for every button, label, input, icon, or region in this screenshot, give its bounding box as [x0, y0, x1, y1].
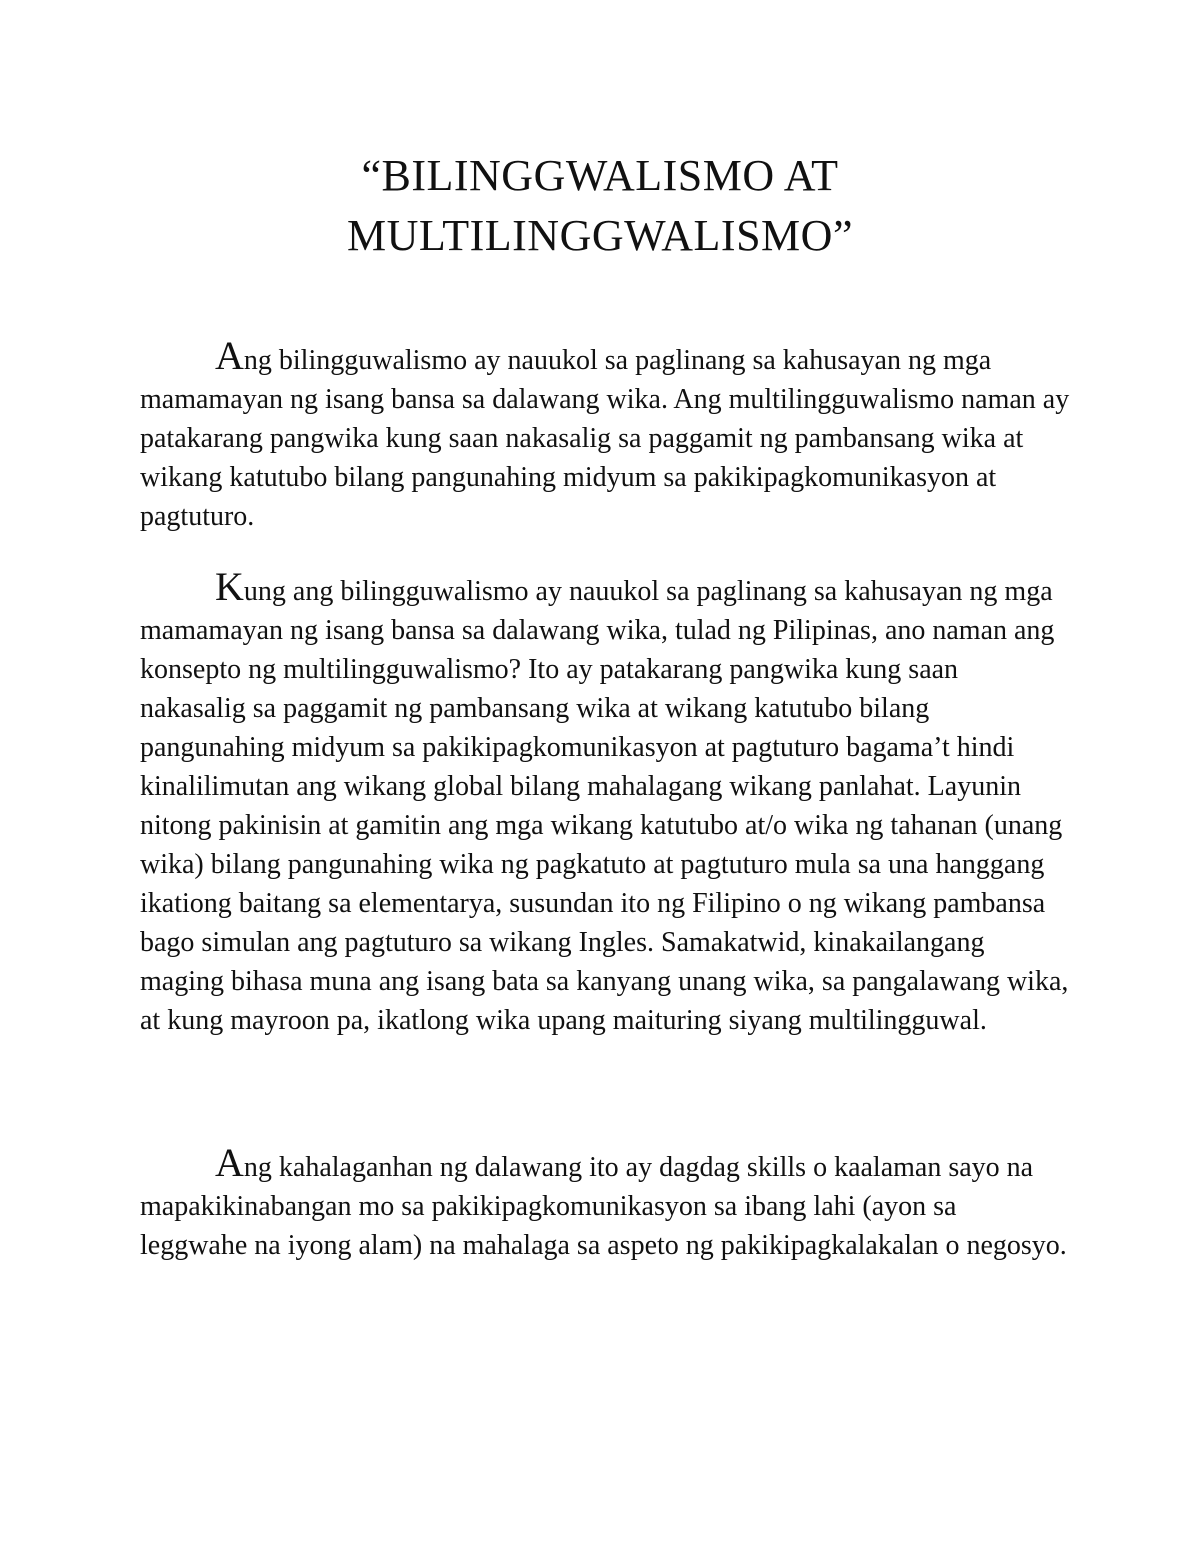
title-line-2: MULTILINGGWALISMO” — [347, 211, 853, 260]
title-line-1: “BILINGGWALISMO AT — [361, 151, 839, 200]
paragraph-1 — [140, 333, 1070, 536]
paragraph-3-text: ng kahalaganhan ng dalawang ito ay dagdag skills o kaalaman sayo na mapakikinabangan mo sa pakikipagkomunikasyon sa ibang lahi (ayon sa leggwahe na iyong alam) na mahalaga sa aspeto ng pakikipagkalakalan o negosyo. — [140, 1152, 1067, 1261]
paragraph-1-text: ng bilingguwalismo ay nauukol sa paglinang sa kahusayan ng mga mamamayan ng isang bansa sa dalawang wika. Ang multilingguwalismo naman ay patakarang pangwika kung saan nakasalig sa paggamit ng pambansang wika at wikang katutubo bilang pangunahing midyum sa pakikipagkomunikasyon at pagtuturo. — [140, 345, 1070, 532]
paragraph-3 — [140, 1140, 1070, 1265]
paragraph-3-initial: A — [215, 1140, 244, 1185]
paragraph-1-initial: A — [215, 333, 244, 378]
paragraph-2 — [140, 564, 1070, 1040]
document-title — [0, 146, 1200, 266]
paragraph-2-initial: K — [215, 564, 244, 609]
paragraph-2-text: ung ang bilingguwalismo ay nauukol sa paglinang sa kahusayan ng mga mamamayan ng isang bansa sa dalawang wika, tulad ng Pilipinas, ano naman ang konsepto ng multilingguwalismo? Ito ay patakarang pangwika kung saan nakasalig sa paggamit ng pambansang wika at wikang katutubo bilang pangunahing midyum sa pakikipagkomunikasyon at pagtuturo bagama’t hindi kinalilimutan ang wikang global bilang mahalagang wikang panlahat. Layunin nitong pakinisin at gamitin ang mga wikang katutubo at/o wika ng tahanan (unang wika) bilang pangunahing wika ng pagkatuto at pagtuturo mula sa una hanggang ikationg baitang sa elementarya, susundan ito ng Filipino o ng wikang pambansa bago simulan ang pagtuturo sa wikang Ingles. Samakatwid, kinakailangang maging bihasa muna ang isang bata sa kanyang unang wika, sa pangalawang wika, at kung mayroon pa, ikatlong wika upang maituring siyang multilingguwal. — [140, 576, 1069, 1036]
